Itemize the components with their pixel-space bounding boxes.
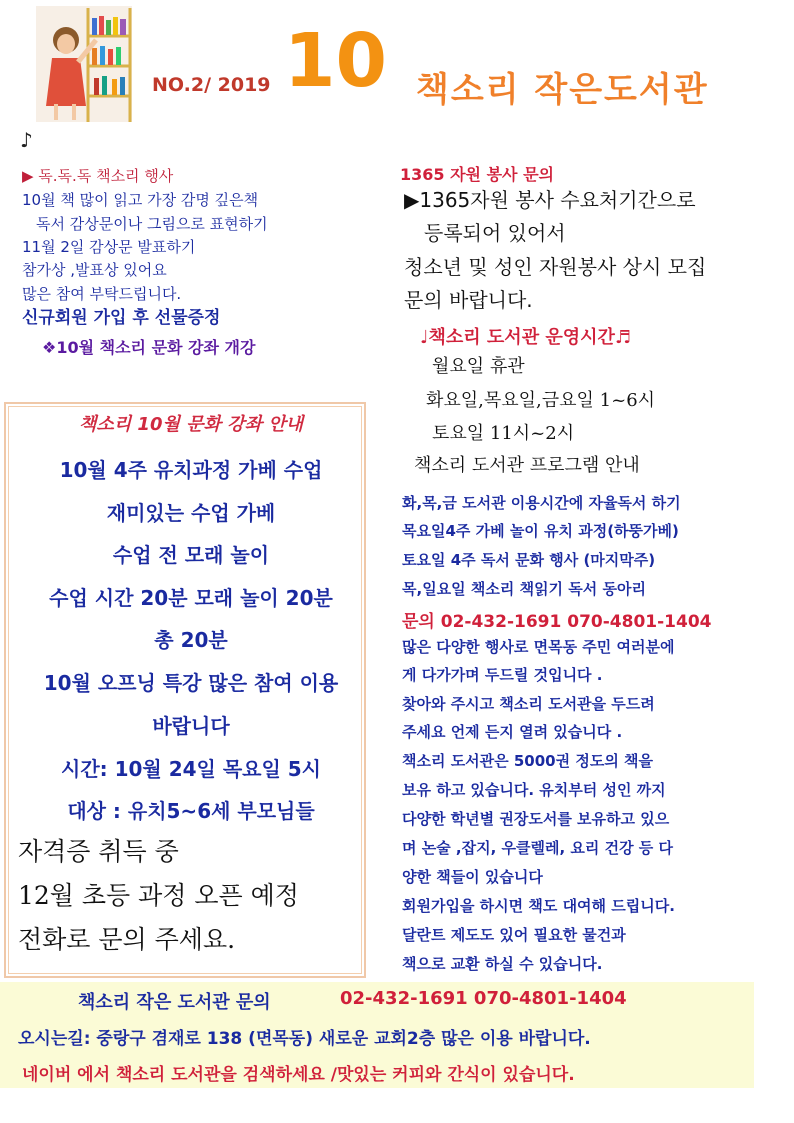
new-member-gift: 신규회원 가입 후 선물증정 (22, 308, 221, 328)
info-line: 많은 다양한 행사로 면목동 주민 여러분에 (402, 638, 675, 656)
box-line: 수업 전 모래 놀이 (112, 543, 270, 567)
volunteer-line: 청소년 및 성인 자원봉사 상시 모집 (404, 255, 707, 279)
program-line: 목,일요일 책소리 책읽기 독서 동아리 (402, 580, 646, 598)
hours-line: 월요일 휴관 (432, 356, 525, 377)
footer-search: 네이버 에서 책소리 도서관을 검색하세요 /맛있는 커피와 간식이 있습니다. (22, 1065, 575, 1085)
box-line: 대상 : 유치5~6세 부모님들 (67, 799, 315, 823)
girl-bookshelf-illustration (22, 6, 134, 124)
event-line: 독서 감상문이나 그림으로 표현하기 (36, 215, 268, 233)
hours-title: ♩책소리 도서관 운영시간♬ (420, 327, 632, 348)
footer-phones: 02-432-1691 070-4801-1404 (340, 988, 627, 1009)
info-line: 다양한 학년별 권장도서를 보유하고 있으 (402, 810, 670, 828)
box-note: 12월 초등 과정 오픈 예정 (18, 881, 299, 910)
box-note: 전화로 문의 주세요. (18, 925, 236, 954)
program-line: 토요일 4주 독서 문화 행사 (마지막주) (402, 551, 656, 569)
info-line: 며 논술 ,잡지, 우클렐레, 요리 건강 등 다 (402, 839, 674, 857)
info-line: 보유 하고 있습니다. 유치부터 성인 까지 (402, 781, 666, 799)
info-line: 찾아와 주시고 책소리 도서관을 두드려 (402, 695, 655, 713)
hours-line: 토요일 11시~2시 (432, 423, 575, 444)
volunteer-line: ▶1365자원 봉사 수요처기간으로 (404, 188, 696, 212)
month-number: 10 (284, 18, 387, 104)
event-line: 10월 책 많이 읽고 가장 감명 깊은책 (22, 191, 259, 209)
info-line: 게 다가가며 두드릴 것입니다 . (402, 666, 603, 684)
lecture-opening: ❖10월 책소리 문화 강좌 개강 (42, 338, 256, 357)
program-line: 목요일4주 가베 놀이 유치 과정(하뚱가베) (402, 522, 679, 540)
box-title: 책소리 10월 문화 강좌 안내 (79, 414, 303, 435)
info-line: 책으로 교환 하실 수 있습니다. (402, 955, 603, 973)
issue-number: NO.2/ 2019 (152, 74, 271, 96)
footer-label: 책소리 작은 도서관 문의 (78, 992, 271, 1013)
box-line: 10월 4주 유치과정 가베 수업 (59, 458, 323, 482)
info-line: 양한 책들이 있습니다 (402, 868, 543, 886)
program-title: 책소리 도서관 프로그램 안내 (414, 455, 640, 476)
footer-address: 오시는길: 중랑구 겸재로 138 (면목동) 새로운 교회2층 많은 이용 바랍니다. (18, 1029, 591, 1049)
volunteer-line: 등록되어 있어서 (424, 221, 566, 245)
footer-banner (0, 982, 754, 1088)
contact-numbers: 문의 02-432-1691 070-4801-1404 (402, 612, 712, 632)
event-line: 11월 2일 감상문 발표하기 (22, 238, 196, 256)
event-line: 많은 참여 부탁드립니다. (22, 285, 182, 303)
program-line: 화,목,금 도서관 이용시간에 자율독서 하기 (402, 494, 681, 512)
box-line: 총 20분 (154, 628, 228, 652)
box-line: 10월 오프닝 특강 많은 참여 이용 (43, 671, 339, 695)
info-line: 책소리 도서관은 5000권 정도의 책을 (402, 752, 654, 770)
box-line: 재미있는 수업 가베 (106, 501, 276, 525)
library-name: 책소리 작은도서관 (416, 70, 709, 110)
volunteer-title: 1365 자원 봉사 문의 (400, 165, 554, 184)
info-line: 주세요 언제 든지 열려 있습니다 . (402, 723, 623, 741)
info-line: 회원가입을 하시면 책도 대여해 드립니다. (402, 897, 675, 915)
box-line: 바랍니다 (152, 714, 230, 738)
music-note-icon: ♪ (20, 128, 33, 152)
event-title: ▶ 독.독.독 책소리 행사 (22, 167, 174, 185)
box-line: 수업 시간 20분 모래 놀이 20분 (49, 586, 333, 610)
lecture-info-box (4, 402, 366, 978)
box-line: 시간: 10월 24일 목요일 5시 (61, 757, 321, 781)
hours-line: 화요일,목요일,금요일 1~6시 (426, 390, 656, 411)
volunteer-line: 문의 바랍니다. (404, 288, 533, 312)
event-line: 참가상 ,발표상 있어요 (22, 261, 167, 279)
box-note: 자격증 취득 중 (18, 837, 179, 866)
info-line: 달란트 제도도 있어 필요한 물건과 (402, 926, 626, 944)
